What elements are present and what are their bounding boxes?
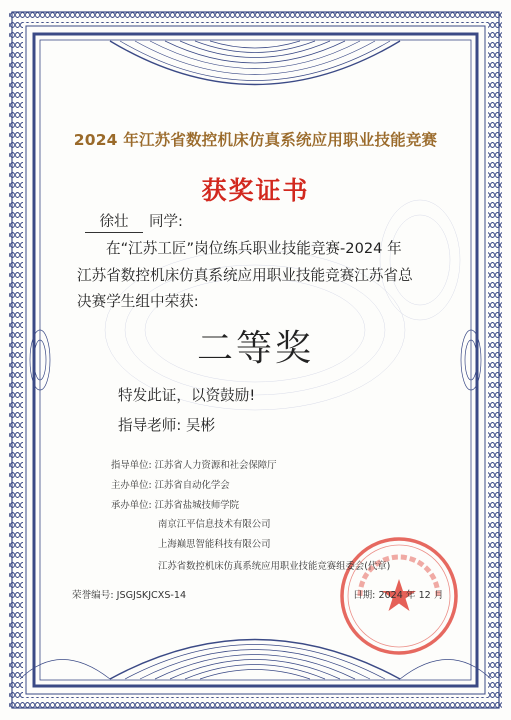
guide-unit: 指导单位: 江苏省人力资源和社会保障厅 [111, 460, 277, 471]
recipient-name: 徐壮 [85, 210, 143, 233]
organizing-committee: 江苏省数控机床仿真系统应用职业技能竞赛组委会(代章) [158, 561, 391, 572]
body-text-line-1: 在“江苏工匠”岗位练兵职业技能竞赛-2024 年 [106, 240, 402, 257]
undertake-unit: 承办单位: 江苏省盐城技师学院 [111, 500, 240, 511]
award-level: 二等奖 [196, 328, 314, 369]
co-organizer-2: 上海巅思智能科技有限公司 [158, 539, 271, 550]
reference-number: 荣誉编号: JSGJSKJCXS-14 [72, 590, 187, 601]
recipient-suffix: 同学: [149, 214, 183, 230]
recipient-line [85, 210, 183, 233]
competition-title: 2024 年江苏省数控机床仿真系统应用职业技能竞赛 [73, 131, 438, 149]
co-organizer-1: 南京江平信息技术有限公司 [158, 519, 271, 530]
body-text-line-2: 江苏省数控机床仿真系统应用职业技能竞赛江苏省总 [77, 267, 413, 284]
certificate-title: 获奖证书 [201, 176, 310, 205]
body-text-line-3: 决赛学生组中荣获: [77, 293, 199, 310]
issue-date: 日期: 2024 年 12 月 [353, 590, 444, 601]
top-ornament [110, 41, 400, 85]
host-unit: 主办单位: 江苏省自动化学会 [111, 480, 230, 491]
instructor-line: 指导老师: 吴彬 [118, 417, 216, 434]
certify-text: 特发此证，以资鼓励! [118, 387, 256, 404]
